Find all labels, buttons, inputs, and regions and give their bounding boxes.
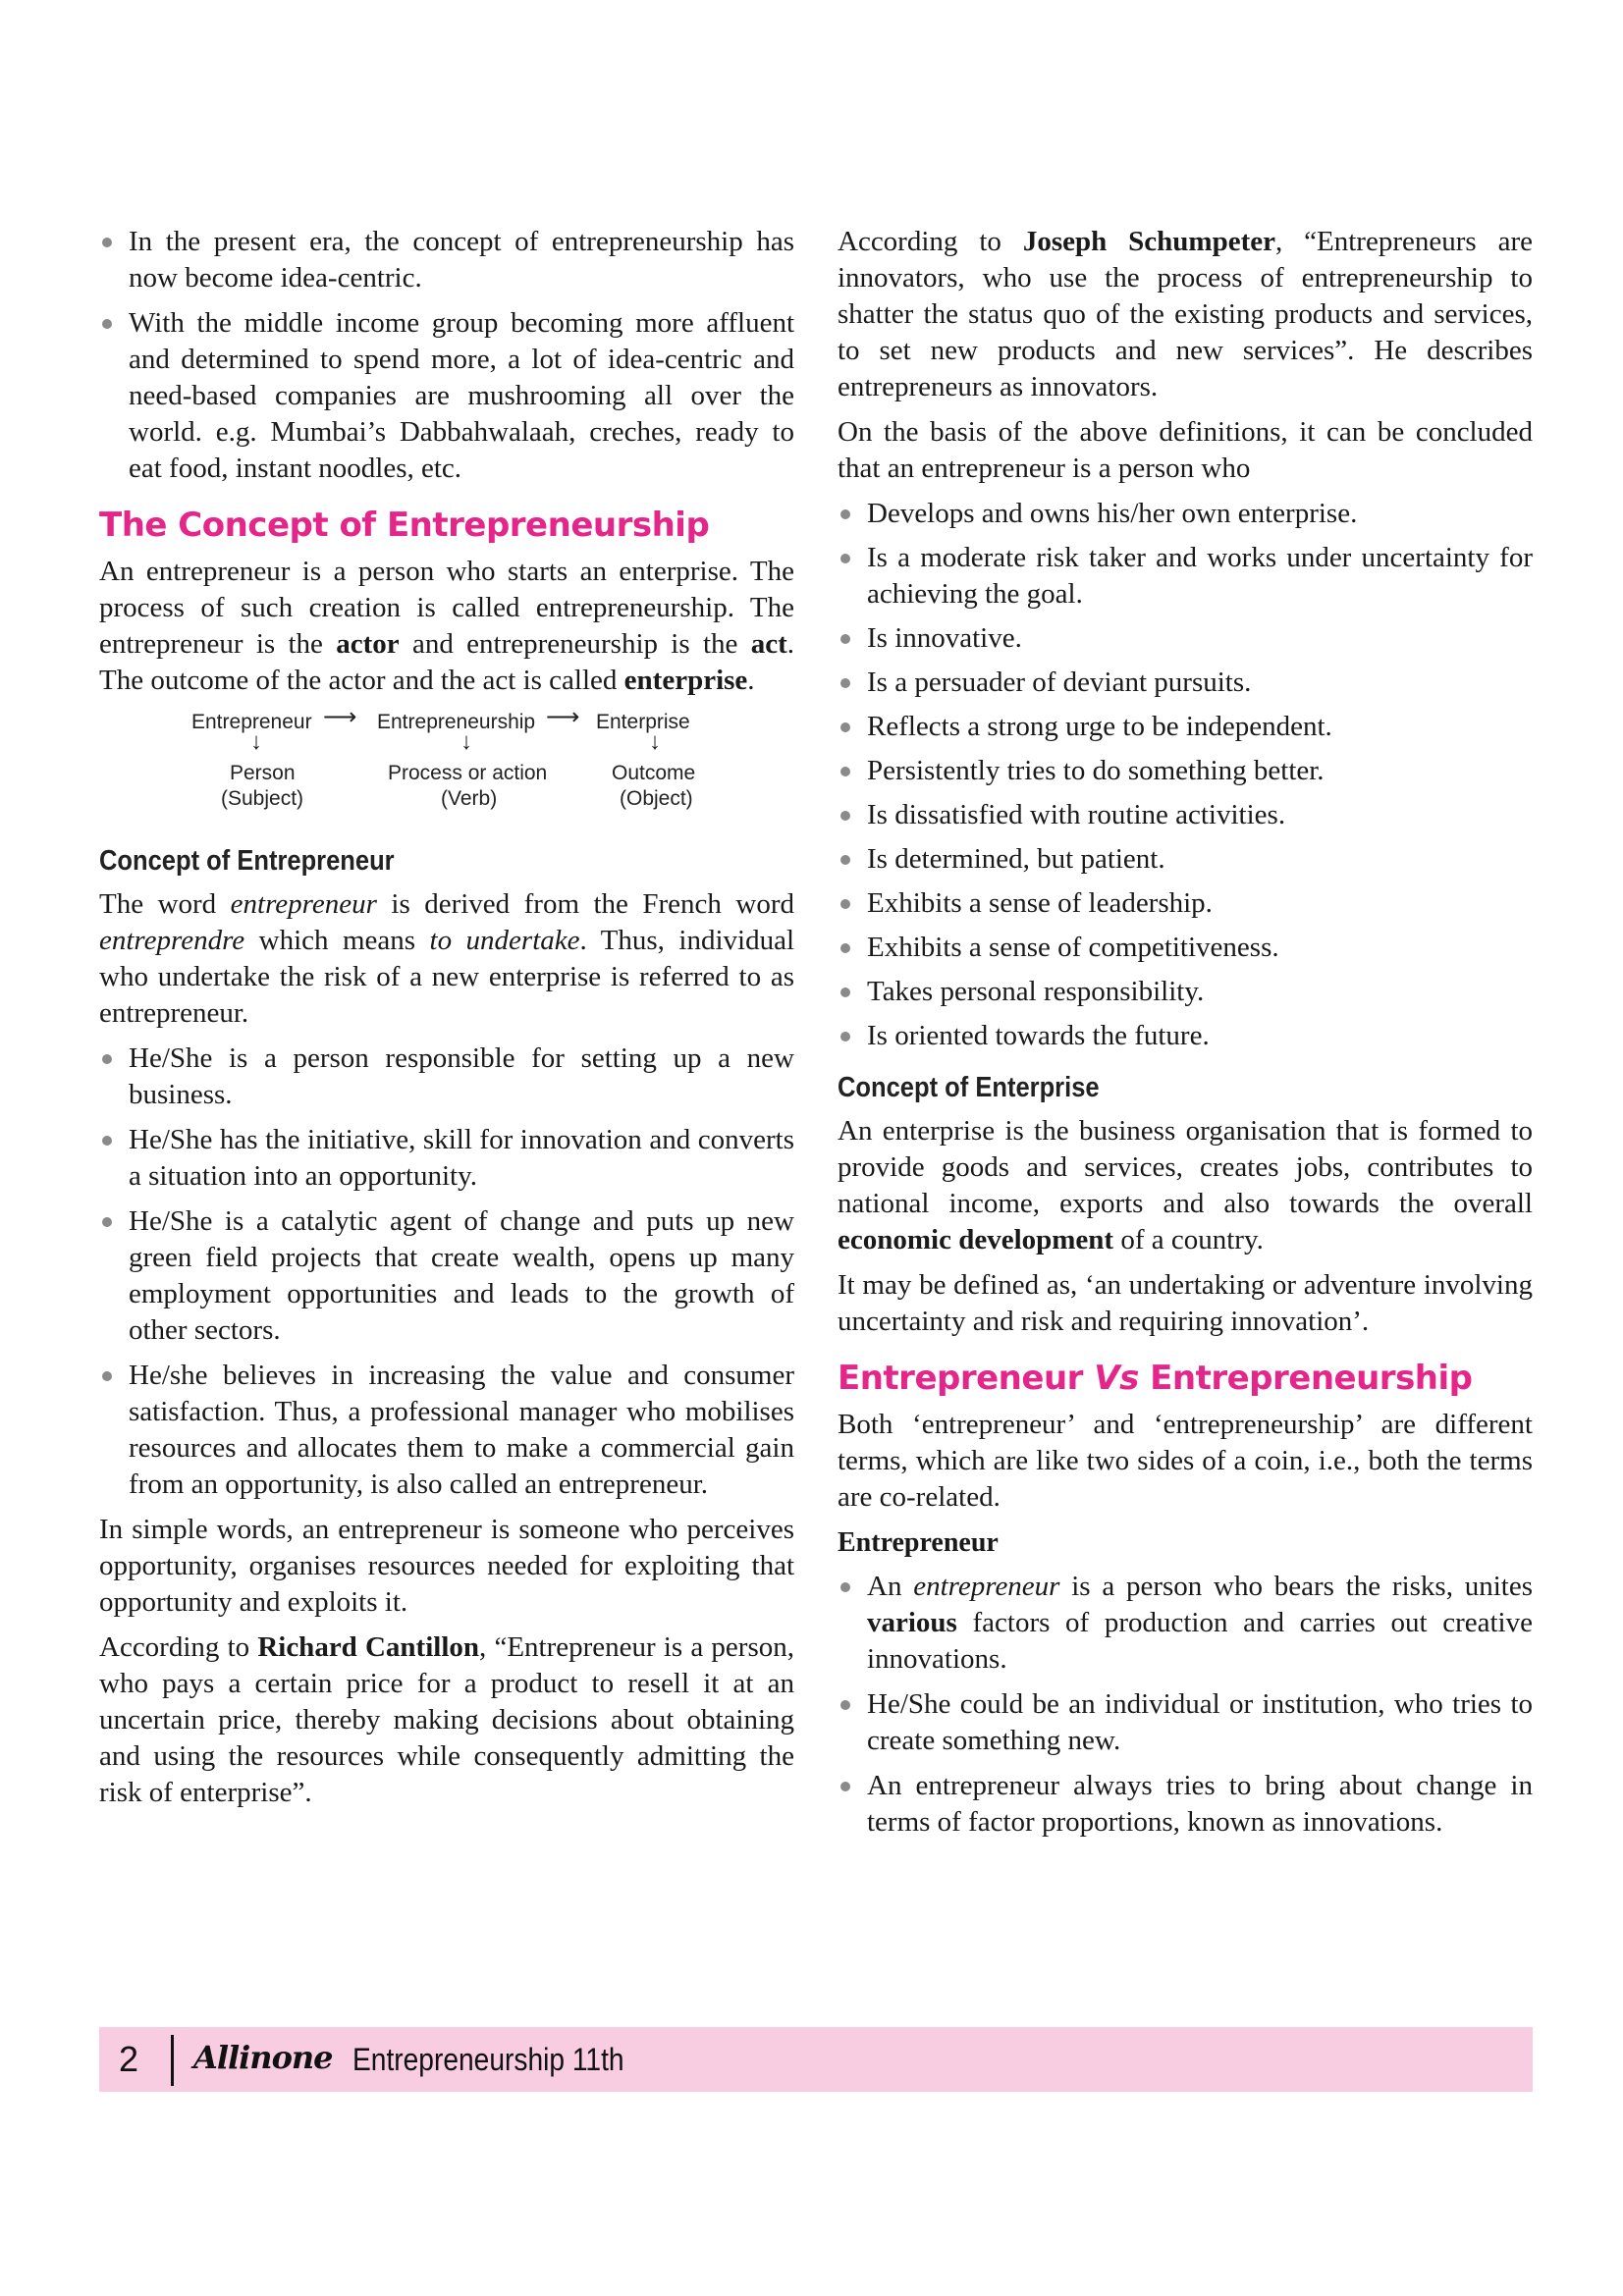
list-item: Is dissatisfied with routine activities. — [838, 797, 1533, 833]
flow-label-object: (Object) — [620, 787, 693, 810]
list-item: Is oriented towards the future. — [838, 1018, 1533, 1054]
list-item: He/She could be an individual or institution, who tries to create something new. — [838, 1686, 1533, 1759]
list-item: In the present era, the concept of entrepreneurship has now become idea-centric. — [99, 224, 794, 296]
right-column — [838, 224, 1533, 1849]
book-title: Entrepreneurship 11th — [352, 2042, 624, 2077]
arrow-right-icon: ⟶ — [323, 704, 357, 730]
list-item: He/She has the initiative, skill for innovation and converts a situation into an opportunity. — [99, 1122, 794, 1195]
intro-bullets — [99, 224, 794, 487]
list-item: He/She is a person responsible for setting up a new business. — [99, 1041, 794, 1113]
enterprise-paragraph: An enterprise is the business organisation that is formed to provide goods and services, creates jobs, contributes to national income, exports and also towards the overall economic development of a country. — [838, 1115, 1533, 1255]
page-number: 2 — [118, 2039, 139, 2079]
schumpeter-paragraph: According to Joseph Schumpeter, “Entrepreneurs are innovators, who use the process of entrepreneurship to shatter the status quo of the existing products and services, to set new products and new services”. He describes entrepreneurs as innovators. — [838, 226, 1533, 402]
arrow-right-icon: ⟶ — [546, 704, 580, 730]
flow-node-entrepreneur: Entrepreneur — [191, 711, 312, 733]
list-item: Exhibits a sense of competitiveness. — [838, 930, 1533, 966]
defined-paragraph: It may be defined as, ‘an undertaking or adventure involving uncertainty and risk and requiring innovation’. — [838, 1269, 1533, 1337]
list-item: An entrepreneur always tries to bring about change in terms of factor proportions, known as innovations. — [838, 1768, 1533, 1841]
list-item: He/She is a catalytic agent of change and puts up new green field projects that create wealth, opens up many employment opportunities and leads to the growth of other sectors. — [99, 1203, 794, 1349]
entrepreneur-definition-bullets — [838, 1569, 1533, 1841]
cantillon-paragraph: According to Richard Cantillon, “Entrepreneur is a person, who pays a certain price for a product to resell it at an uncertain price, thereby making decisions about obtaining and using the resources while consequently admitting the risk of enterprise”. — [99, 1631, 794, 1808]
both-paragraph: Both ‘entrepreneur’ and ‘entrepreneurship’ are different terms, which are like two sides of a coin, i.e., both the terms are co-related. — [838, 1409, 1533, 1513]
subheading-concept-of-enterprise: Concept of Enterprise — [838, 1072, 1100, 1103]
list-item: Persistently tries to do something better. — [838, 753, 1533, 789]
flow-label-outcome: Outcome — [612, 762, 696, 784]
section-heading-concept-of-entrepreneurship: The Concept of Entrepreneurship — [99, 506, 710, 545]
list-item: Takes personal responsibility. — [838, 974, 1533, 1010]
list-item: Reflects a strong urge to be independent. — [838, 709, 1533, 745]
flow-node-entrepreneurship: Entrepreneurship — [377, 711, 536, 733]
page-footer — [99, 2027, 1533, 2092]
flow-label-person: Person — [230, 762, 296, 784]
section-heading-entrepreneur-vs-entrepreneurship: Entrepreneur Vs Entrepreneurship — [838, 1359, 1473, 1398]
arrow-down-icon: ↓ — [460, 728, 472, 755]
list-item: With the middle income group becoming more affluent and determined to spend more, a lot of idea-centric and need-based companies are mushrooming all over the world. e.g. Mumbai’s Dabbahwalaah, creches, ready to eat food, instant noodles, etc. — [99, 305, 794, 487]
list-item: An entrepreneur is a person who bears the risks, unites various factors of production and carries out creative innovations. — [838, 1569, 1533, 1678]
word-origin-paragraph: The word entrepreneur is derived from the French word entreprendre which means to undertake. Thus, individual who undertake the risk of a new enterprise is referred to as entrepreneur. — [99, 888, 795, 1029]
list-item: Is a persuader of deviant pursuits. — [838, 665, 1533, 701]
arrow-down-icon: ↓ — [250, 728, 262, 755]
list-item: He/she believes in increasing the value and consumer satisfaction. Thus, a professional manager who mobilises resources and allocates them to make a commercial gain from an opportunity, is also called an entrepreneur. — [99, 1358, 794, 1503]
flow-label-verb: (Verb) — [441, 787, 498, 810]
left-column — [99, 224, 794, 1820]
list-item: Is a moderate risk taker and works under uncertainty for achieving the goal. — [838, 540, 1533, 613]
simple-words-paragraph: In simple words, an entrepreneur is someone who perceives opportunity, organises resources needed for exploiting that opportunity and exploits it. — [99, 1514, 794, 1618]
list-item: Develops and owns his/her own enterprise. — [838, 496, 1533, 532]
flow-label-process: Process or action — [388, 762, 548, 784]
subheading-entrepreneur: Entrepreneur — [838, 1527, 999, 1558]
arrow-down-icon: ↓ — [649, 728, 661, 755]
list-item: Is innovative. — [838, 620, 1533, 657]
traits-list — [838, 496, 1533, 1054]
entrepreneur-bullets — [99, 1041, 794, 1503]
footer-divider — [171, 2035, 174, 2086]
flow-node-enterprise: Enterprise — [596, 711, 690, 733]
flow-label-subject: (Subject) — [221, 787, 304, 810]
subheading-concept-of-entrepreneur: Concept of Entrepreneur — [99, 845, 395, 877]
brand-logo: Allinone — [193, 2039, 333, 2076]
concept-paragraph: An entrepreneur is a person who starts an enterprise. The process of such creation is called entrepreneurship. The entrepreneur is the actor and entrepreneurship is the act. The outcome of the actor and the act is called enterprise. — [99, 556, 794, 696]
flow-diagram — [99, 704, 794, 824]
list-item: Exhibits a sense of leadership. — [838, 885, 1533, 922]
list-item: Is determined, but patient. — [838, 841, 1533, 878]
basis-paragraph: On the basis of the above definitions, it can be concluded that an entrepreneur is a person who — [838, 416, 1533, 484]
